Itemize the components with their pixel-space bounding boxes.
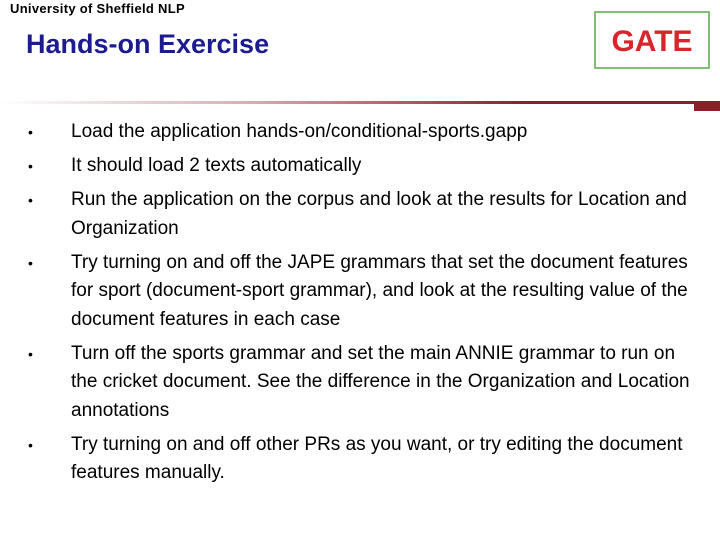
bullet-dot: • [28, 254, 33, 271]
bullet-dot: • [28, 345, 33, 362]
bullet-text: It should load 2 texts automatically [71, 155, 362, 176]
divider-line [0, 101, 700, 104]
bullet-dot: • [28, 192, 33, 208]
divider-end-block [694, 101, 720, 111]
bullet-text: Turn off the sports grammar and set the main ANNIE grammar to run on the cricket document. See the difference in the Organization and Location annotations [71, 342, 690, 421]
list-item [28, 340, 698, 426]
bullet-text: Try turning on and off other PRs as you want, or try editing the document features manually. [71, 433, 683, 483]
list-item [28, 431, 698, 488]
bullet-text: Load the application hands-on/conditional-sports.gapp [71, 121, 528, 142]
list-item [28, 118, 698, 147]
gate-logo-text: GATE [611, 25, 693, 58]
bullet-text: Run the application on the corpus and look at the results for Location and Organization [71, 189, 687, 239]
bullet-dot: • [28, 124, 33, 140]
slide-title: Hands-on Exercise [26, 29, 270, 59]
list-item [28, 249, 698, 335]
list-item [28, 152, 698, 181]
gate-logo [593, 10, 711, 70]
bullet-dot: • [28, 158, 33, 174]
organization-label: University of Sheffield NLP [10, 1, 185, 16]
list-item [28, 186, 698, 243]
bullet-text: Try turning on and off the JAPE grammars that set the document features for sport (document-sport grammar), and look at the resulting value of the document features in each case [71, 251, 688, 330]
bullet-dot: • [28, 436, 33, 453]
exercise-bullet-list [28, 118, 698, 493]
